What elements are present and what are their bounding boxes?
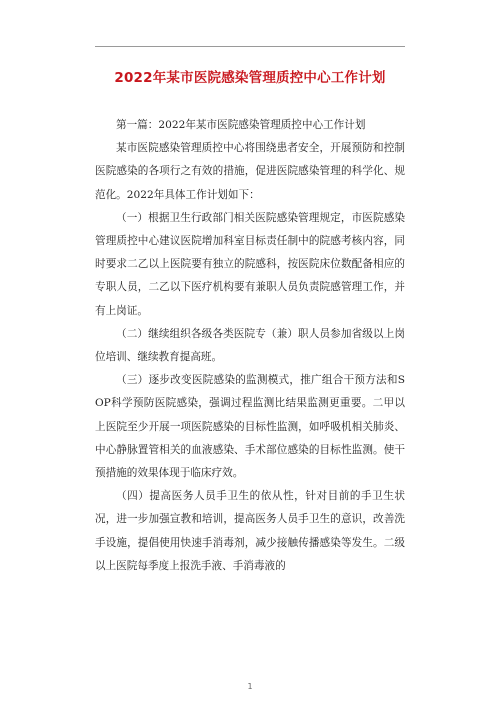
page-number: 1 (247, 682, 253, 691)
body-paragraph-item-3: （三）逐步改变医院感染的监测模式，推广组合干预方法和SOP科学预防医院感染，强调过程监测比结果监测更重要。二甲以上医院至少开展一项医院感染的目标性监测，如呼吸机相关肺炎、中心静脉置管相关的血液感染、手术部位感染的目标性监测。使干预措施的效果体现于临床疗效。 (95, 374, 405, 480)
body-paragraph-item-2: （二）继续组织各级各类医院专（兼）职人员参加省级以上岗位培训、继续教育提高班。 (95, 327, 405, 364)
body-paragraph-item-4: （四）提高医务人员手卫生的依从性，针对目前的手卫生状况，进一步加强宣教和培训，提高医务人员手卫生的意识，改善洗手设施，提倡使用快速手消毒剂，减少接触传播感染等发生。二级以上医院每季度上报洗手液、手消毒液的 (95, 490, 405, 572)
body-paragraph-intro: 某市医院感染管理质控中心将围绕患者安全，开展预防和控制医院感染的各项行之有效的措施，促进医院感染管理的科学化、规范化。2022年具体工作计划如下： (95, 142, 405, 201)
body-paragraph-subtitle: 第一篇：2022年某市医院感染管理质控中心工作计划 (116, 119, 366, 131)
document-title: 2022年某市医院感染管理质控中心工作计划 (114, 70, 386, 86)
header-divider (95, 46, 405, 47)
body-paragraph-item-1: （一）根据卫生行政部门相关医院感染管理规定，市医院感染管理质控中心建议医院增加科室目标责任制中的院感考核内容，同时要求二乙以上医院要有独立的院感科，按医院床位数配备相应的专职人员，二乙以下医疗机构要有兼职人员负责院感管理工作，并有上岗证。 (95, 211, 405, 317)
document-body (95, 114, 405, 578)
